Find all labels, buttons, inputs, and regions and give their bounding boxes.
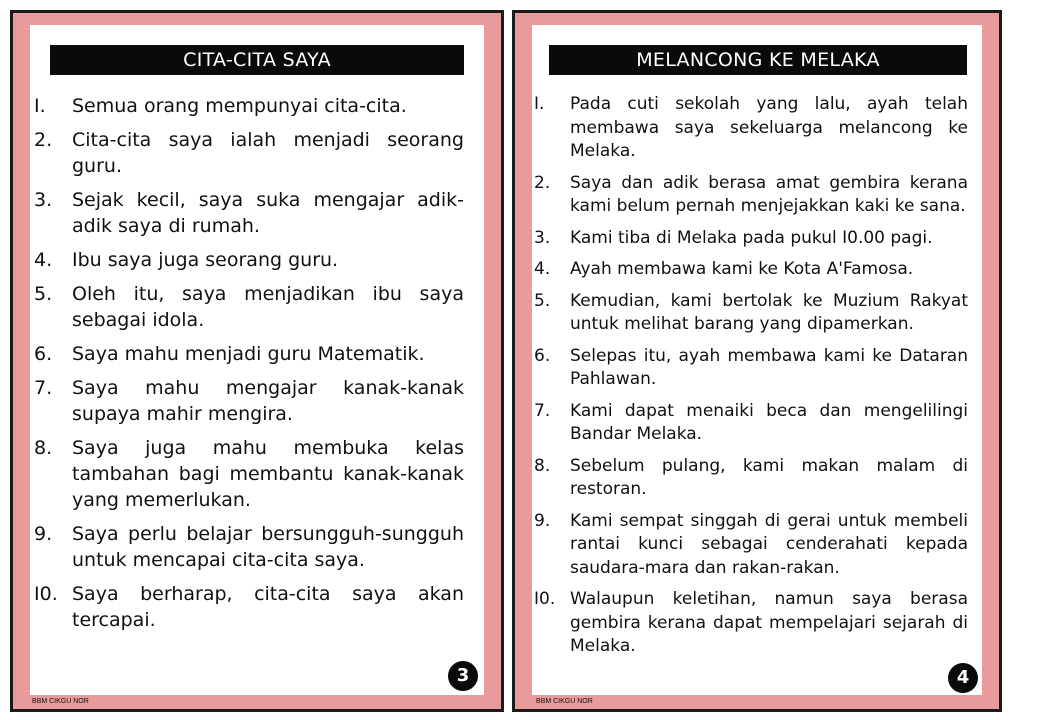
item-text: Kami dapat menaiki beca dan mengelilingi Bandar Melaka. bbox=[570, 400, 968, 444]
item-text: Saya perlu belajar bersungguh-sungguh untuk mencapai cita-cita saya. bbox=[72, 523, 464, 571]
list-item bbox=[534, 588, 968, 659]
item-text: Sejak kecil, saya suka mengajar adik-adik saya di rumah. bbox=[72, 189, 464, 237]
list-item bbox=[534, 258, 968, 282]
list-item bbox=[534, 93, 968, 164]
item-number: 3. bbox=[534, 227, 551, 248]
item-number: I. bbox=[534, 94, 545, 114]
list-item bbox=[534, 345, 968, 392]
item-number: 4. bbox=[534, 259, 551, 279]
list-item bbox=[34, 93, 464, 119]
item-text: Kami sempat singgah di gerai untuk membeli rantai kunci sebagai cenderahati kepada saudara-mara dan rakan-rakan. bbox=[570, 510, 968, 578]
list-item bbox=[34, 281, 464, 333]
item-number: 5. bbox=[34, 283, 53, 305]
item-text: Cita-cita saya ialah menjadi seorang guru. bbox=[72, 129, 464, 177]
item-number: 8. bbox=[534, 455, 551, 476]
card-content-area bbox=[532, 25, 982, 705]
item-text: Oleh itu, saya menjadikan ibu saya sebagai idola. bbox=[72, 283, 464, 331]
list-item bbox=[34, 521, 464, 573]
item-text: Saya mahu menjadi guru Matematik. bbox=[72, 343, 425, 365]
item-text: Selepas itu, ayah membawa kami ke Dataran Pahlawan. bbox=[570, 345, 968, 389]
list-item bbox=[534, 455, 968, 502]
item-number: 6. bbox=[34, 343, 53, 365]
reading-card-left bbox=[10, 10, 504, 712]
item-text: Kemudian, kami bertolak ke Muzium Rakyat untuk melihat barang yang dipamerkan. bbox=[570, 290, 968, 334]
sentence-list bbox=[534, 93, 968, 667]
list-item bbox=[34, 341, 464, 367]
item-text: Sebelum pulang, kami makan malam di restoran. bbox=[570, 455, 968, 499]
item-number: 6. bbox=[534, 345, 551, 366]
list-item bbox=[34, 581, 464, 633]
item-number: 5. bbox=[534, 290, 551, 311]
item-number: 2. bbox=[534, 172, 551, 193]
card-title: CITA-CITA SAYA bbox=[50, 45, 464, 75]
sentence-list bbox=[34, 93, 464, 641]
list-item bbox=[34, 375, 464, 427]
item-number: 7. bbox=[534, 400, 551, 421]
item-number: I. bbox=[34, 95, 46, 117]
footer-credit: BBM CIKGU NOR bbox=[536, 698, 593, 705]
item-text: Saya juga mahu membuka kelas tambahan bagi membantu kanak-kanak yang memerlukan. bbox=[72, 437, 464, 511]
item-text: Semua orang mempunyai cita-cita. bbox=[72, 95, 407, 117]
item-text: Saya mahu mengajar kanak-kanak supaya mahir mengira. bbox=[72, 377, 464, 425]
list-item bbox=[534, 400, 968, 447]
list-item bbox=[34, 247, 464, 273]
item-number: 7. bbox=[34, 377, 53, 399]
card-title: MELANCONG KE MELAKA bbox=[549, 45, 967, 75]
item-text: Walaupun keletihan, namun saya berasa gembira kerana dapat mempelajari sejarah di Melaka. bbox=[570, 589, 968, 656]
item-text: Ayah membawa kami ke Kota A'Famosa. bbox=[570, 259, 914, 279]
item-number: 3. bbox=[34, 189, 53, 211]
item-number: 9. bbox=[34, 523, 53, 545]
item-text: Kami tiba di Melaka pada pukul I0.00 pagi. bbox=[570, 227, 933, 248]
list-item bbox=[34, 435, 464, 513]
list-item bbox=[534, 227, 968, 251]
item-number: 2. bbox=[34, 129, 53, 151]
footer-credit: BBM CIKGU NOR bbox=[32, 698, 89, 705]
list-item bbox=[534, 290, 968, 337]
page-number-badge: 4 bbox=[948, 663, 978, 693]
card-content-area bbox=[30, 25, 484, 705]
item-number: I0. bbox=[34, 583, 58, 605]
item-number: 8. bbox=[34, 437, 53, 459]
page-number-badge: 3 bbox=[448, 661, 478, 691]
item-number: 4. bbox=[34, 249, 53, 271]
list-item bbox=[34, 187, 464, 239]
item-text: Saya dan adik berasa amat gembira kerana kami belum pernah menjejakkan kaki ke sana. bbox=[570, 172, 968, 216]
reading-card-right bbox=[512, 10, 1002, 712]
list-item bbox=[534, 510, 968, 581]
item-text: Pada cuti sekolah yang lalu, ayah telah membawa saya sekeluarga melancong ke Melaka. bbox=[570, 94, 968, 161]
list-item bbox=[534, 172, 968, 219]
item-text: Ibu saya juga seorang guru. bbox=[72, 249, 339, 271]
item-number: 9. bbox=[534, 510, 551, 531]
list-item bbox=[34, 127, 464, 179]
item-text: Saya berharap, cita-cita saya akan tercapai. bbox=[72, 583, 464, 631]
item-number: I0. bbox=[534, 589, 556, 609]
